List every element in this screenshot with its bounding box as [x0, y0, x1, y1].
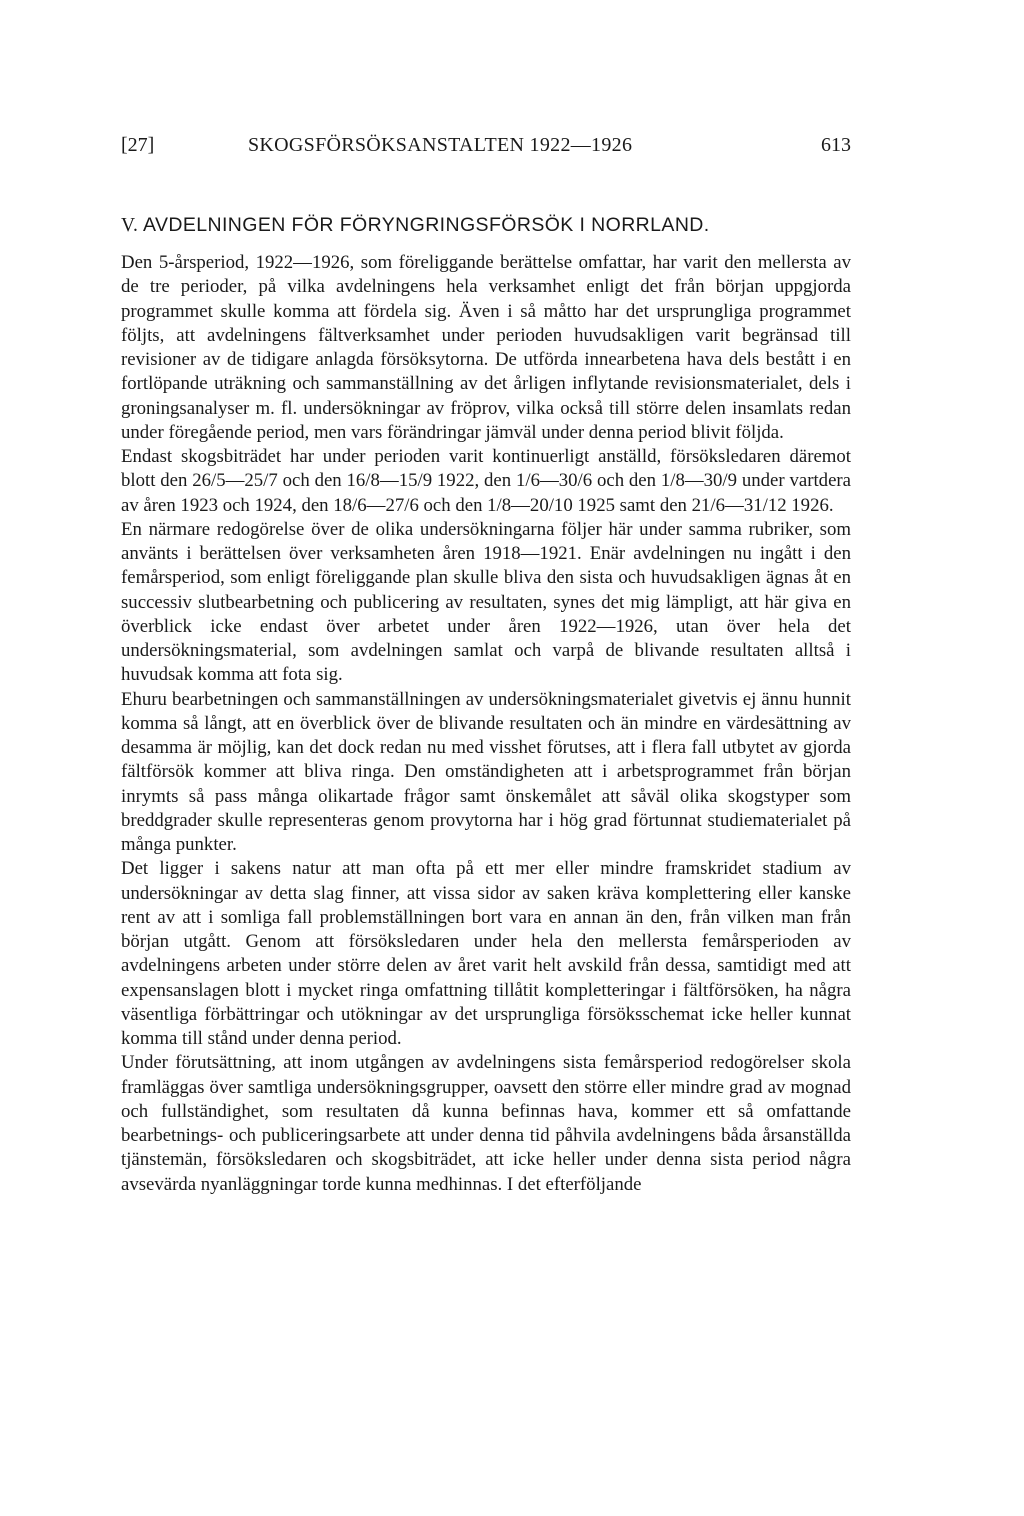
body-text — [121, 251, 851, 1197]
paragraph: Ehuru bearbetningen och sammanställningen av undersökningsmaterialet givetvis ej ännu hunnit komma så långt, att en överblick över de blivande resultaten och än mindre en värdesättning av desamma är möjlig, kan det dock redan nu med visshet förutses, att i flera fall utbytet av gjorda fältförsök kommer att bliva ringa. Den omständigheten att i arbetsprogrammet från början inrymts så pass många olikartade frågor samt önskemålet att såväl olika skogstyper som breddgrader skulle representeras genom provytorna har i hög grad förtunnat studiematerialet på många punkter. — [121, 688, 851, 855]
paragraph: Den 5-årsperiod, 1922—1926, som föreliggande berättelse omfattar, har varit den mellersta av de tre perioder, på vilka avdelningens hela verksamhet enligt det från början uppgjorda programmet skulle komma att fördela sig. Även i så måtto har det ursprungliga programmet följts, att avdelningens fältverksamhet under perioden huvudsakligen varit begränsad till revisioner av de tidigare anlagda försöksytorna. De utförda innearbetena hava dels bestått i en fortlöpande uträkning och sammanställning av det årligen inflytande revisionsmaterialet, dels i groningsanalyser m. fl. undersökningar av fröprov, vilka också till större delen insamlats redan under föregående period, men vars förändringar jämväl under denna period blivit följda. — [121, 252, 851, 443]
section-heading — [121, 211, 851, 240]
paragraph: En närmare redogörelse över de olika undersökningarna följer här under samma rubriker, som använts i berättelsen över verksamheten åren 1918—1921. Enär avdelningen nu ingått i den femårsperiod, som enligt föreliggande plan skulle bliva den sista och huvudsakligen ägnas åt en successiv slutbearbetning och publicering av resultaten, synes det mig lämpligt, att här giva en överblick icke endast över arbetet under åren 1922—1926, utan över hela det undersökningsmaterial, som avdelningen samlat och varpå de blivande resultaten alltså i huvudsak komma att fota sig. — [121, 518, 851, 686]
page-number: 613 — [821, 134, 851, 156]
section-numeral: V. — [121, 215, 139, 236]
running-title: SKOGSFÖRSÖKSANSTALTEN 1922—1926 — [248, 134, 633, 156]
section-title: AVDELNINGEN FÖR FÖRYNGRINGSFÖRSÖK I NORRLAND. — [143, 214, 710, 236]
running-head — [121, 131, 851, 159]
paragraph: Under förutsättning, att inom utgången av avdelningens sista femårsperiod redogörelser skola framläggas över samtliga undersökningsgrupper, oavsett den större eller mindre grad av mognad och fullständighet, som resultaten då kunna befinnas hava, kommer ett så omfattande bearbetnings- och publiceringsarbete att under denna tid påhvila avdelningens båda årsanställda tjänstemän, försöksledaren och skogsbiträdet, att icke heller under denna sista period några avsevärda nyanläggningar torde kunna medhinnas. I det efterföljande — [121, 1052, 851, 1195]
paragraph: Det ligger i sakens natur att man ofta på ett mer eller mindre framskridet stadium av undersökningar av detta slag finner, att vissa sidor av saken kräva komplettering eller kanske rent av att i somliga fall problemställningen bort vara en annan än den, från vilken man från början utgått. Genom att försöksledaren under hela den mellersta femårsperioden av avdelningens arbeten under större delen av året varit helt avskild från dessa, samtidigt med att expensanslagen blott i mycket ringa omfattning tillåtit kompletteringar i fältförsöken, ha några väsentliga förbättringar och utökningar av det ursprungliga försöksschemat icke heller kunnat komma till stånd under denna period. — [121, 858, 851, 1049]
chapter-number: [27] — [121, 134, 155, 156]
paragraph: Endast skogsbiträdet har under perioden varit kontinuerligt anställd, försöksledaren däremot blott den 26/5—25/7 och den 16/8—15/9 1922, den 1/6—30/6 och den 1/8—30/9 under vartdera av åren 1923 och 1924, den 18/6—27/6 och den 1/8—20/10 1925 samt den 21/6—31/12 1926. — [121, 446, 851, 516]
